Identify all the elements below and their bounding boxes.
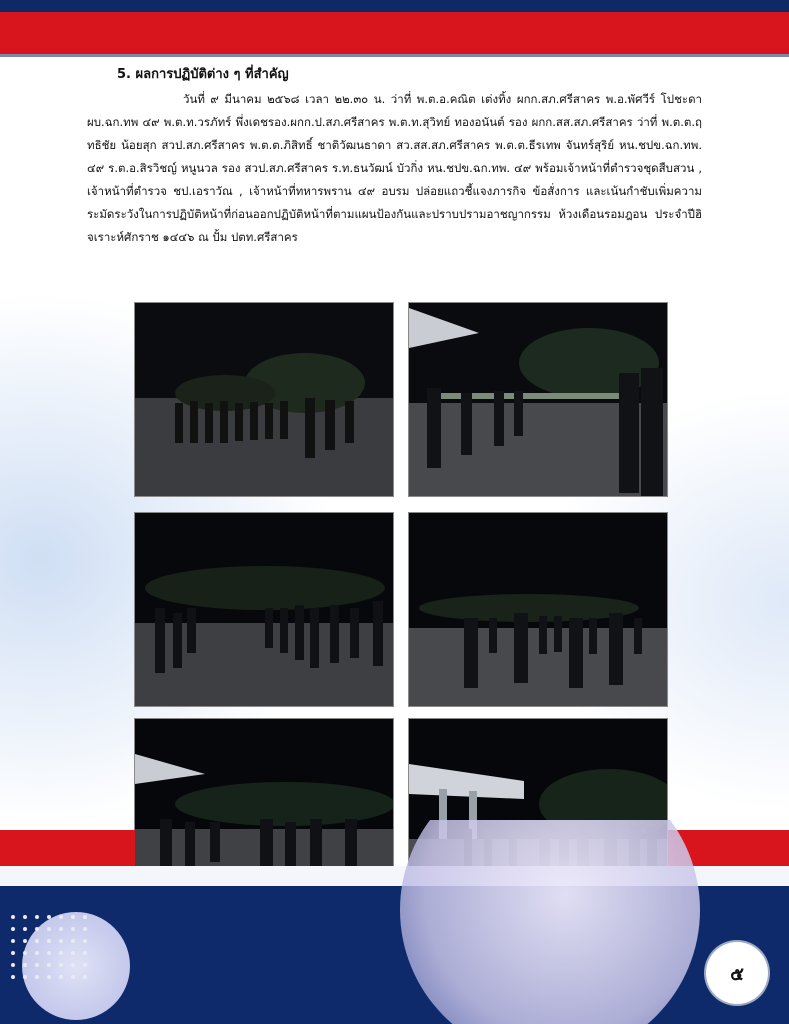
footer-decoration	[0, 820, 789, 1024]
footer-red-band-left	[0, 830, 135, 866]
page-number: ๕	[706, 942, 768, 1004]
section-paragraph: วันที่ ๙ มีนาคม ๒๕๖๘ เวลา ๒๒.๓๐ น. ว่าที่ พ.ต.อ.คณิต เต่งทิ้ง ผกก.สภ.ศรีสาคร พ.อ.พัศวีร์ โปชะดา ผบ.ฉก.ทพ ๔๙ พ.ต.ท.วรภัทร์ พึ่งเดชรอง.ผกก.ป.สภ.ศรีสาคร พ.ต.ท.สุวิทย์ ทองอนันต์ รอง ผกก.สส.สภ.ศรีสาคร ว่าที่ พ.ต.ต.ฤทธิชัย น้อยสุก สวป.สภ.ศรีสาคร พ.ต.ต.ภิสิทธิ์ ชาติวัฒนธาดา สว.สส.สภ.ศรีสาคร พ.ต.ต.ธีรเทพ จันทร์สุริย์ หน.ชปข.ฉก.ทพ. ๔๙ ร.ต.อ.สิรวิชญ์ หนูนวล รอง สวป.สภ.ศรีสาคร ร.ท.ธนวัฒน์ บัวกิ่ง หน.ชปข.ฉก.ทพ. ๔๙ พร้อมเจ้าหน้าที่ตำรวจชุดสืบสวน , เจ้าหน้าที่ตำรวจ ชป.เอราวัณ , เจ้าหน้าที่ทหารพราน ๔๙ อบรม ปล่อยแถวชี้แจงภารกิจ ข้อสั่งการ และเน้นกำชับเพิ่มความระมัดระวังในการปฏิบัติหน้าที่ก่อนออกปฏิบัติหน้าที่ตามแผนป้องกันและปราบปรามอาชญากรรม ห้วงเดือนรอมฎอน ประจำปีฮิจเราะห์ศักราช ๑๔๔๖ ณ ปั้ม ปตท.ศรีสาคร	[87, 92, 702, 244]
photo-1	[134, 302, 394, 497]
section-heading: 5. ผลการปฏิบัติต่าง ๆ ที่สำคัญ	[117, 67, 289, 82]
globe-graphic	[400, 820, 700, 1024]
photo-4	[408, 512, 668, 707]
photo-2	[408, 302, 668, 497]
header-navy-strip	[0, 0, 789, 12]
dot-grid-decoration	[8, 912, 98, 982]
report-section	[87, 60, 702, 249]
header-red-band	[0, 12, 789, 54]
header-divider	[0, 54, 789, 57]
photo-3	[134, 512, 394, 707]
